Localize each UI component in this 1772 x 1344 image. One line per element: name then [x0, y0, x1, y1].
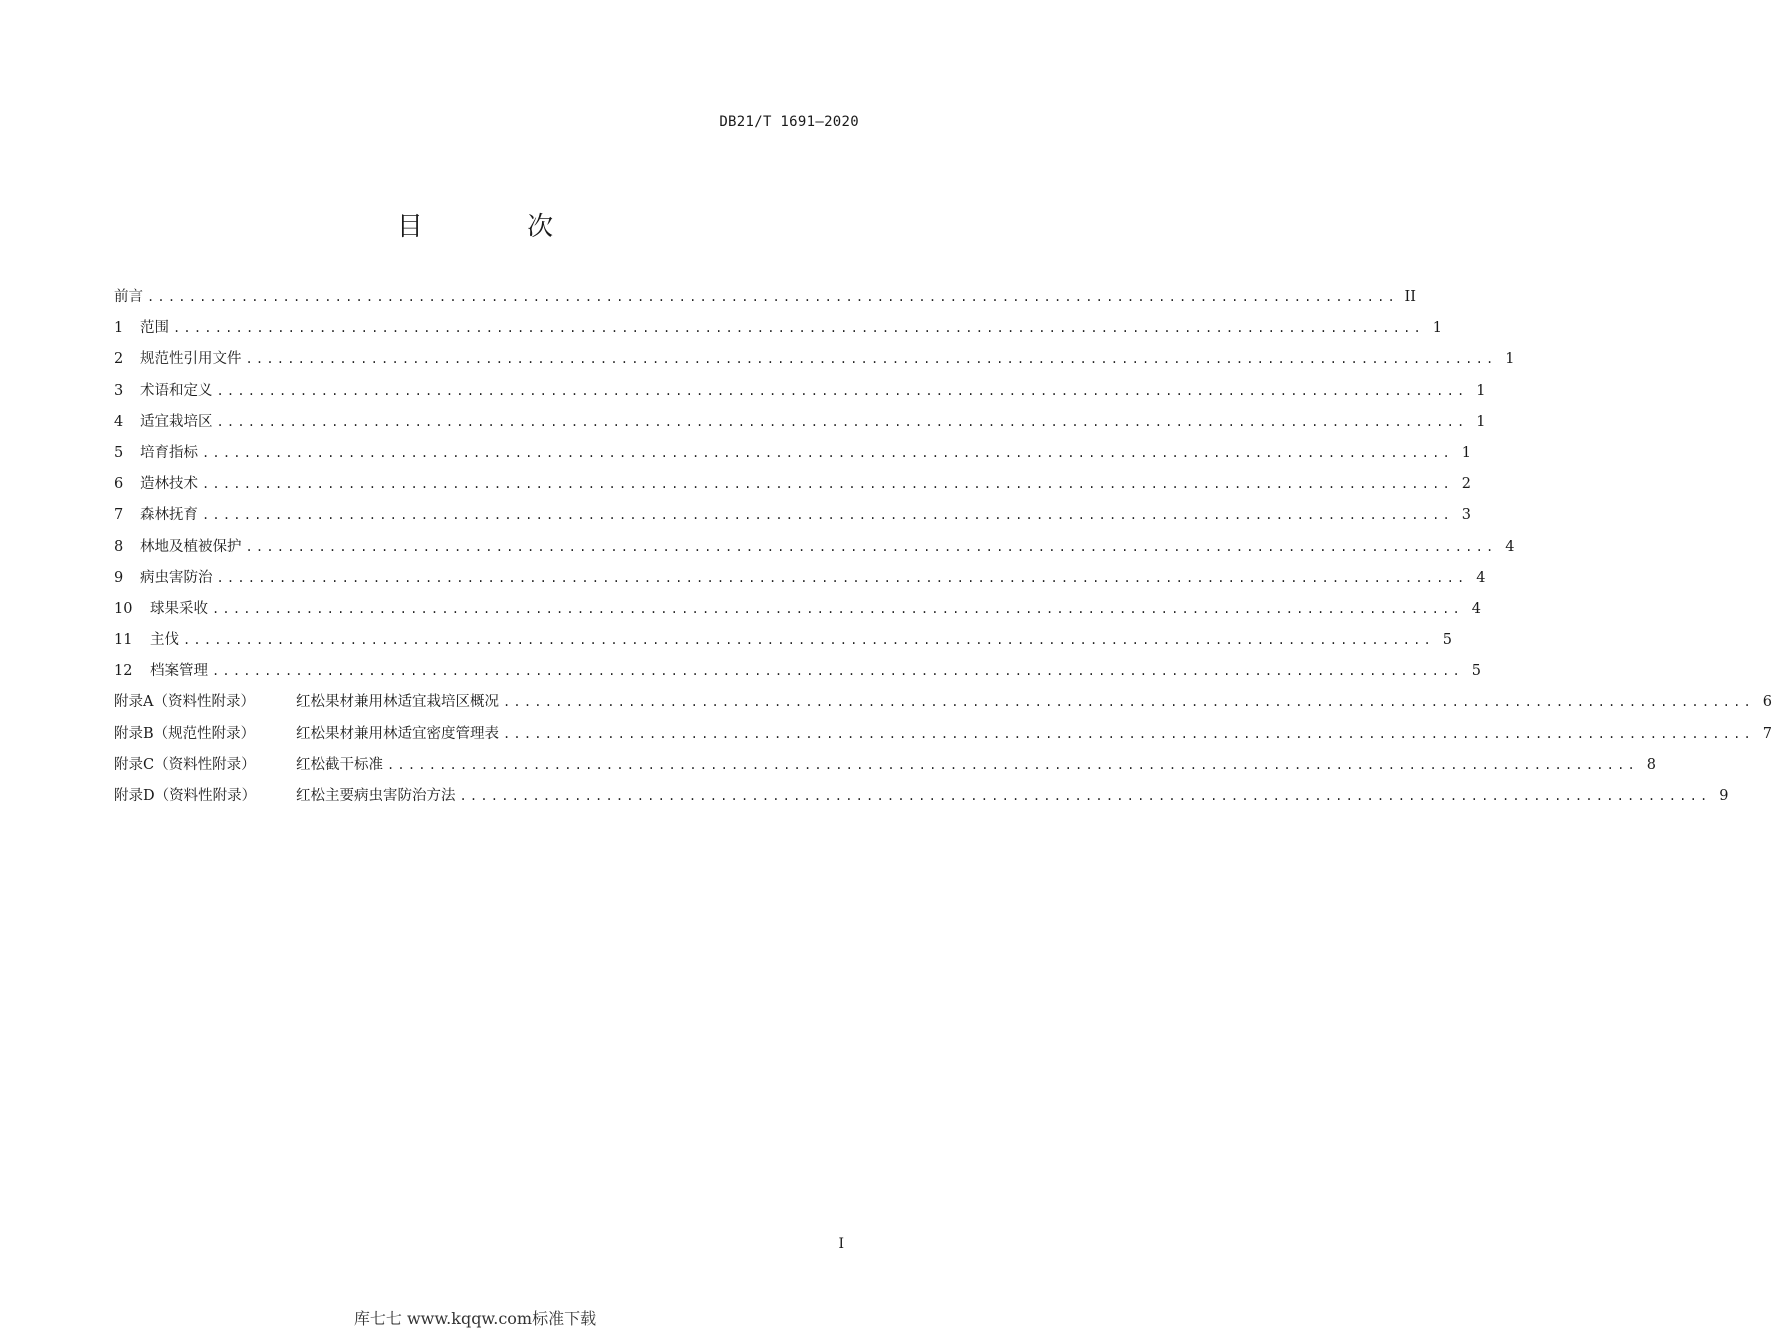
toc-entry-text: 森林抚育: [140, 507, 198, 524]
toc-entry-page: 1: [1461, 444, 1471, 461]
toc-entry-number: 9: [114, 569, 124, 586]
toc-leader-dots: ........................................................................................................................: [212, 664, 1463, 679]
toc-leader-dots: ........................................................................................................................: [216, 383, 1468, 398]
toc-entry-10[interactable]: [114, 597, 1481, 628]
toc-entry-number: 附录A（资料性附录）: [114, 694, 255, 711]
watermark-text: 库七七 www.kqqw.com标准下载: [353, 1309, 597, 1328]
toc-entry-page: 5: [1471, 663, 1481, 680]
toc-entry-page: 1: [1505, 351, 1515, 368]
toc-entry-number: 12: [114, 663, 133, 680]
table-of-contents: [114, 285, 1772, 815]
toc-entry-text: 规范性引用文件: [140, 351, 242, 368]
toc-leader-dots: ........................................................................................................................: [216, 570, 1468, 585]
toc-leader-dots: ........................................................................................................................: [387, 757, 1638, 772]
toc-entry-text: 前言: [114, 289, 143, 305]
toc-entry-text: 红松主要病虫害防治方法: [296, 788, 456, 804]
toc-entry-number: 附录B（规范性附录）: [114, 725, 256, 742]
toc-entry-8[interactable]: [114, 535, 1515, 566]
toc-entry-9[interactable]: [114, 566, 1486, 597]
page-number: I: [838, 1236, 844, 1252]
document-code: DB21/T 1691—2020: [719, 114, 859, 130]
toc-entry-text: 红松果材兼用林适宜栽培区概况: [296, 694, 499, 711]
toc-entry-11[interactable]: [114, 628, 1452, 659]
toc-entry-number: 3: [114, 382, 124, 399]
toc-entry-number: 附录C（资料性附录）: [114, 756, 256, 773]
toc-entry-text: 适宜栽培区: [140, 413, 213, 430]
toc-entry-page: 5: [1442, 632, 1452, 649]
toc-entry-number: 5: [114, 444, 124, 461]
toc-entry-page: 1: [1476, 382, 1486, 399]
toc-entry-page: II: [1404, 289, 1416, 305]
toc-entry-appendix-d[interactable]: [114, 784, 1729, 815]
toc-entry-2[interactable]: [114, 347, 1515, 378]
toc-leader-dots: ........................................................................................................................: [459, 789, 1711, 803]
toc-entry-text: 红松果材兼用林适宜密度管理表: [296, 725, 499, 742]
toc-title: 目 次: [396, 212, 602, 242]
toc-leader-dots: ........................................................................................................................: [503, 726, 1754, 741]
toc-entry-number: 10: [114, 600, 133, 617]
toc-entry-number: 4: [114, 413, 124, 430]
toc-entry-number: 8: [114, 538, 124, 555]
toc-entry-text: 培育指标: [140, 444, 198, 461]
toc-leader-dots: ........................................................................................................................: [202, 445, 1453, 460]
toc-leader-dots: ........................................................................................................................: [503, 695, 1754, 710]
toc-entry-7[interactable]: [114, 503, 1471, 534]
toc-entry-6[interactable]: [114, 472, 1471, 503]
toc-entry-text: 主伐: [150, 632, 179, 649]
toc-entry-4[interactable]: [114, 410, 1486, 441]
toc-entry-page: 6: [1762, 694, 1772, 711]
toc-entry-number: 11: [114, 632, 133, 649]
toc-entry-text: 球果采收: [150, 600, 208, 617]
toc-entry-5[interactable]: [114, 441, 1471, 472]
toc-entry-page: 4: [1505, 538, 1515, 555]
toc-entry-text: 术语和定义: [140, 382, 213, 399]
toc-entry-page: 9: [1719, 788, 1729, 804]
toc-leader-dots: ........................................................................................................................: [183, 633, 1434, 648]
toc-entry-page: 4: [1476, 569, 1486, 586]
toc-leader-dots: ........................................................................................................................: [212, 601, 1463, 616]
toc-entry-page: 7: [1762, 725, 1772, 742]
toc-entry-appendix-b[interactable]: [114, 722, 1772, 753]
toc-entry-appendix-a[interactable]: [114, 690, 1772, 721]
toc-entry-text: 造林技术: [140, 476, 198, 493]
toc-entry-number: 附录D（资料性附录）: [114, 788, 257, 804]
toc-entry-page: 4: [1471, 600, 1481, 617]
toc-entry-page: 1: [1476, 413, 1486, 430]
toc-entry-text: 林地及植被保护: [140, 538, 242, 555]
toc-leader-dots: ........................................................................................................................: [147, 290, 1398, 304]
toc-entry-3[interactable]: [114, 379, 1486, 410]
toc-entry-number: 2: [114, 351, 124, 368]
toc-entry-page: 2: [1461, 476, 1471, 493]
toc-entry-1[interactable]: [114, 316, 1442, 347]
toc-entry-12[interactable]: [114, 659, 1481, 690]
toc-entry-page: 3: [1461, 507, 1471, 524]
toc-entry-foreword[interactable]: [114, 285, 1416, 316]
toc-leader-dots: ........................................................................................................................: [202, 477, 1453, 492]
toc-entry-appendix-c[interactable]: [114, 753, 1656, 784]
toc-entry-number: 1: [114, 320, 124, 337]
toc-leader-dots: ........................................................................................................................: [173, 321, 1424, 336]
toc-entry-number: 7: [114, 507, 124, 524]
toc-entry-text: 病虫害防治: [140, 569, 213, 586]
toc-entry-text: 档案管理: [150, 663, 208, 680]
toc-leader-dots: ........................................................................................................................: [245, 539, 1497, 554]
toc-leader-dots: ........................................................................................................................: [202, 508, 1453, 523]
toc-leader-dots: ........................................................................................................................: [245, 352, 1497, 367]
toc-entry-page: 8: [1646, 756, 1656, 773]
toc-leader-dots: ........................................................................................................................: [216, 414, 1468, 429]
toc-entry-text: 范围: [140, 320, 169, 337]
toc-entry-page: 1: [1432, 320, 1442, 337]
toc-entry-text: 红松截干标准: [296, 756, 383, 773]
toc-entry-number: 6: [114, 476, 124, 493]
